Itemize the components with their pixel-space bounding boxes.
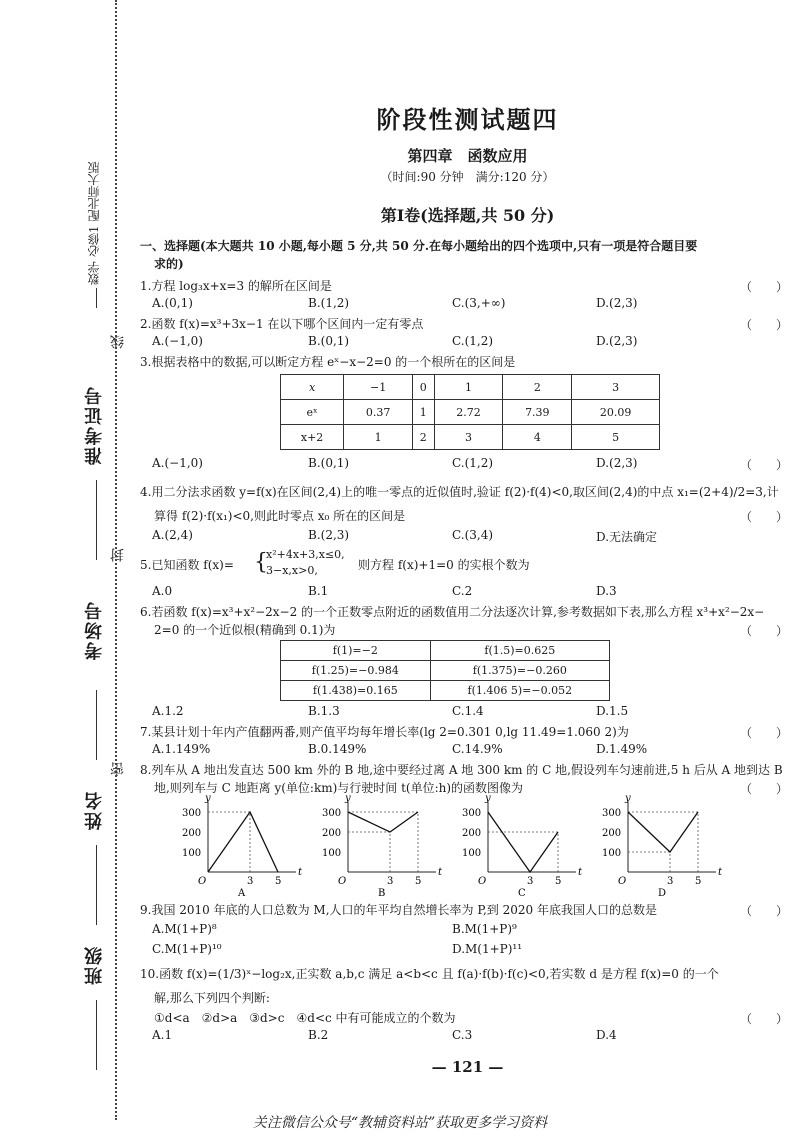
q5-stem-post: 则方程 f(x)+1=0 的实根个数为 (358, 558, 530, 572)
table-cell: 3 (434, 425, 503, 450)
table-cell: eˣ (281, 400, 344, 425)
answer-blank[interactable]: （ ） (740, 782, 789, 796)
graph-label: C (518, 888, 526, 899)
q4-stem: 4.用二分法求函数 y=f(x)在区间(2,4)上的唯一零点的近似值时,验证 f(2)·f(4)<0,取区间(2,4)的中点 x₁=(2+4)/2=3,计 (140, 485, 779, 499)
table-row (281, 375, 660, 400)
q10-judgements: ①d<a ②d>a ③d>c ④d<c 中有可能成立的个数为 (154, 1011, 456, 1025)
tick-label: 200 (322, 828, 342, 839)
table-cell: x (281, 375, 344, 400)
q10-option-c[interactable]: C.3 (452, 1028, 473, 1042)
table-cell: 0 (413, 375, 435, 400)
q9-option-c[interactable]: C.M(1+P)¹⁰ (152, 942, 222, 956)
tick-label: 200 (602, 828, 622, 839)
table-cell: x+2 (281, 425, 344, 450)
tick-label: 5 (695, 876, 702, 887)
answer-blank[interactable]: （ ） (740, 624, 789, 638)
q2-option-d[interactable]: D.(2,3) (596, 334, 638, 348)
answer-blank[interactable]: （ ） (740, 1012, 789, 1026)
axis-label: y (205, 793, 211, 804)
answer-blank[interactable]: （ ） (740, 318, 789, 332)
label-name: 姓名 (84, 790, 105, 830)
axis-label: t (718, 867, 723, 878)
q5-piece-2: 3−x,x>0, (266, 564, 318, 577)
q1-stem: 1.方程 log₃x+x=3 的解所在区间是 (140, 279, 332, 293)
q2-option-c[interactable]: C.(1,2) (452, 334, 494, 348)
tick-label: 300 (462, 808, 482, 819)
q2-stem: 2.函数 f(x)=x³+3x−1 在以下哪个区间内一定有零点 (140, 317, 424, 331)
origin-label: O (338, 876, 347, 887)
axis-label: y (625, 793, 631, 804)
q4-option-c[interactable]: C.(3,4) (452, 528, 494, 542)
section-intro-cont: 求的) (154, 257, 184, 271)
axis-label: t (578, 867, 583, 878)
tick-label: 5 (415, 876, 422, 887)
exam-room-line (96, 690, 97, 760)
q4-option-b[interactable]: B.(2,3) (308, 528, 350, 542)
table-cell: 20.09 (572, 400, 660, 425)
tick-label: 3 (247, 876, 254, 887)
q9-option-a[interactable]: A.M(1+P)⁸ (152, 922, 217, 936)
q9-option-b[interactable]: B.M(1+P)⁹ (452, 922, 517, 936)
q5-option-a[interactable]: A.0 (152, 584, 173, 598)
divider (96, 288, 97, 308)
q5-option-b[interactable]: B.1 (308, 584, 329, 598)
tick-label: 300 (182, 808, 202, 819)
class-line (96, 1000, 97, 1070)
table-cell: 4 (503, 425, 572, 450)
answer-blank[interactable]: （ ） (740, 458, 789, 472)
graph-curve (348, 812, 418, 832)
q9-option-d[interactable]: D.M(1+P)¹¹ (452, 942, 523, 956)
q8-graphs (180, 793, 740, 899)
table-cell: f(1.25)=−0.984 (281, 661, 431, 681)
q5-option-c[interactable]: C.2 (452, 584, 473, 598)
table-row (281, 681, 610, 701)
cut-dotted-line (115, 0, 117, 1120)
table-cell: 2 (413, 425, 435, 450)
tick-label: 100 (322, 848, 342, 859)
q3-option-a[interactable]: A.(−1,0) (152, 456, 203, 470)
binding-margin (0, 0, 130, 1139)
tick-label: 3 (527, 876, 534, 887)
name-line (96, 845, 97, 925)
brace: { (254, 550, 268, 575)
table-cell: 1 (413, 400, 435, 425)
tick-label: 200 (462, 828, 482, 839)
q10-option-d[interactable]: D.4 (596, 1028, 617, 1042)
q3-option-b[interactable]: B.(0,1) (308, 456, 350, 470)
q5-stem-pre: 5.已知函数 f(x)= (140, 558, 234, 572)
table-row (281, 425, 660, 450)
table-cell: 1 (434, 375, 503, 400)
q10-stem-cont: 解,那么下列四个判断: (154, 991, 270, 1005)
label-class: 班级 (84, 945, 105, 985)
graph-curve (488, 812, 558, 872)
time-info: （时间:90 分钟 满分:120 分） (380, 170, 555, 184)
page-title: 阶段性测试题四 (376, 105, 559, 134)
q4-option-a[interactable]: A.(2,4) (152, 528, 193, 542)
graph-label: D (658, 888, 667, 899)
table-cell: 7.39 (503, 400, 572, 425)
axis-label: y (345, 793, 351, 804)
part-title: 第Ⅰ卷(选择题,共 50 分) (380, 206, 555, 225)
tick-label: 100 (182, 848, 202, 859)
table-cell: 5 (572, 425, 660, 450)
origin-label: O (478, 876, 487, 887)
exam-id-line (96, 480, 97, 560)
q6-option-a[interactable]: A.1.2 (152, 704, 184, 718)
label-exam-room: 考场号 (84, 600, 105, 660)
tick-label: 3 (387, 876, 394, 887)
q4-option-d[interactable]: D.无法确定 (596, 530, 658, 544)
table-cell: −1 (344, 375, 413, 400)
tick-label: 300 (602, 808, 622, 819)
tick-label: 5 (555, 876, 562, 887)
q8-stem: 8.列车从 A 地出发直达 500 km 外的 B 地,途中要经过离 A 地 300 km 的 C 地,假设列车匀速前进,5 h 后从 A 地到达 B (140, 763, 783, 777)
q9-stem: 9.我国 2010 年底的人口总数为 M,人口的年平均自然增长率为 P,到 2020 年底我国人口的总数是 (140, 903, 657, 917)
table-cell: 2.72 (434, 400, 503, 425)
answer-blank[interactable]: （ ） (740, 510, 789, 524)
tick-label: 5 (275, 876, 282, 887)
tick-label: 200 (182, 828, 202, 839)
axis-label: t (298, 867, 303, 878)
graph-label: B (378, 888, 386, 899)
answer-blank[interactable]: （ ） (740, 726, 789, 740)
q1-option-c[interactable]: C.(3,+∞) (452, 296, 506, 310)
answer-blank[interactable]: （ ） (740, 280, 789, 294)
tick-label: 100 (462, 848, 482, 859)
tick-label: 300 (322, 808, 342, 819)
q7-option-b[interactable]: B.0.149% (308, 742, 367, 756)
q7-option-d[interactable]: D.1.49% (596, 742, 648, 756)
table-cell: f(1)=−2 (281, 641, 431, 661)
q7-option-c[interactable]: C.14.9% (452, 742, 503, 756)
q1-option-b[interactable]: B.(1,2) (308, 296, 350, 310)
section-intro: 一、选择题(本大题共 10 小题,每小题 5 分,共 50 分.在每小题给出的四个选项中,只有一项是符合题目要 (140, 239, 698, 253)
table-cell: 0.37 (344, 400, 413, 425)
q3-option-d[interactable]: D.(2,3) (596, 456, 638, 470)
q7-stem: 7.某县计划十年内产值翻两番,则产值平均每年增长率(lg 2=0.301 0,lg 11.49=1.060 2)为 (140, 725, 629, 739)
table-cell: 3 (572, 375, 660, 400)
q6-option-d[interactable]: D.1.5 (596, 704, 629, 718)
axis-label: y (485, 793, 491, 804)
q3-option-c[interactable]: C.(1,2) (452, 456, 494, 470)
q6-option-b[interactable]: B.1.3 (308, 704, 340, 718)
table-row (281, 641, 610, 661)
q5-piece-1: x²+4x+3,x≤0, (266, 548, 345, 561)
answer-blank[interactable]: （ ） (740, 904, 789, 918)
table-cell: f(1.406 5)=−0.052 (430, 681, 609, 701)
table-cell: f(1.5)=0.625 (430, 641, 609, 661)
graph-curve (208, 812, 278, 872)
q10-stem: 10.函数 f(x)=(1/3)ˣ−log₂x,正实数 a,b,c 满足 a<b<c 且 f(a)·f(b)·f(c)<0,若实数 d 是方程 f(x)=0 的一个 (140, 967, 719, 981)
q1-option-a[interactable]: A.(0,1) (152, 296, 193, 310)
cut-mark-feng: 封 (110, 548, 126, 562)
tick-label: 3 (667, 876, 674, 887)
table-row (281, 400, 660, 425)
chapter-title: 第四章 函数应用 (407, 147, 528, 165)
q2-option-a[interactable]: A.(−1,0) (152, 334, 203, 348)
table-row (281, 661, 610, 681)
q3-stem: 3.根据表格中的数据,可以断定方程 eˣ−x−2=0 的一个根所在的区间是 (140, 355, 516, 369)
table-cell: f(1.438)=0.165 (281, 681, 431, 701)
origin-label: O (198, 876, 207, 887)
q2-option-b[interactable]: B.(0,1) (308, 334, 350, 348)
footer-note: 关注微信公众号“教辅资料站”获取更多学习资料 (252, 1115, 548, 1131)
table-cell: 1 (344, 425, 413, 450)
q1-option-d[interactable]: D.(2,3) (596, 296, 638, 310)
tick-label: 100 (602, 848, 622, 859)
table-cell: 2 (503, 375, 572, 400)
page-number: — 121 — (431, 1058, 504, 1076)
origin-label: O (618, 876, 627, 887)
q6-stem: 6.若函数 f(x)=x³+x²−2x−2 的一个正数零点附近的函数值用二分法逐次计算,参考数据如下表,那么方程 x³+x²−2x− (140, 605, 765, 619)
q3-table (280, 374, 660, 450)
q5-stem (140, 557, 234, 573)
q7-option-a[interactable]: A.1.149% (152, 742, 211, 756)
q4-stem-cont: 算得 f(2)·f(x₁)<0,则此时零点 x₀ 所在的区间是 (154, 509, 406, 523)
graph-curve (628, 812, 698, 852)
label-exam-id: 准考证号 (84, 385, 105, 465)
q6-option-c[interactable]: C.1.4 (452, 704, 484, 718)
q6-stem-cont: 2=0 的一个近似根(精确到 0.1)为 (154, 623, 336, 637)
graph-label: A (238, 888, 246, 899)
table-cell: f(1.375)=−0.260 (430, 661, 609, 681)
cut-mark-mi: 密 (110, 762, 126, 776)
q5-option-d[interactable]: D.3 (596, 584, 617, 598)
axis-label: t (438, 867, 443, 878)
q10-option-b[interactable]: B.2 (308, 1028, 329, 1042)
q6-table (280, 640, 610, 701)
cut-mark-xian: 线 (110, 335, 126, 349)
q8-stem-cont: 地,则列车与 C 地距离 y(单位:km)与行驶时间 t(单位:h)的函数图像为 (154, 781, 524, 795)
q10-option-a[interactable]: A.1 (152, 1028, 173, 1042)
book-info: 数学 必修1 配北师大版 (87, 161, 101, 285)
